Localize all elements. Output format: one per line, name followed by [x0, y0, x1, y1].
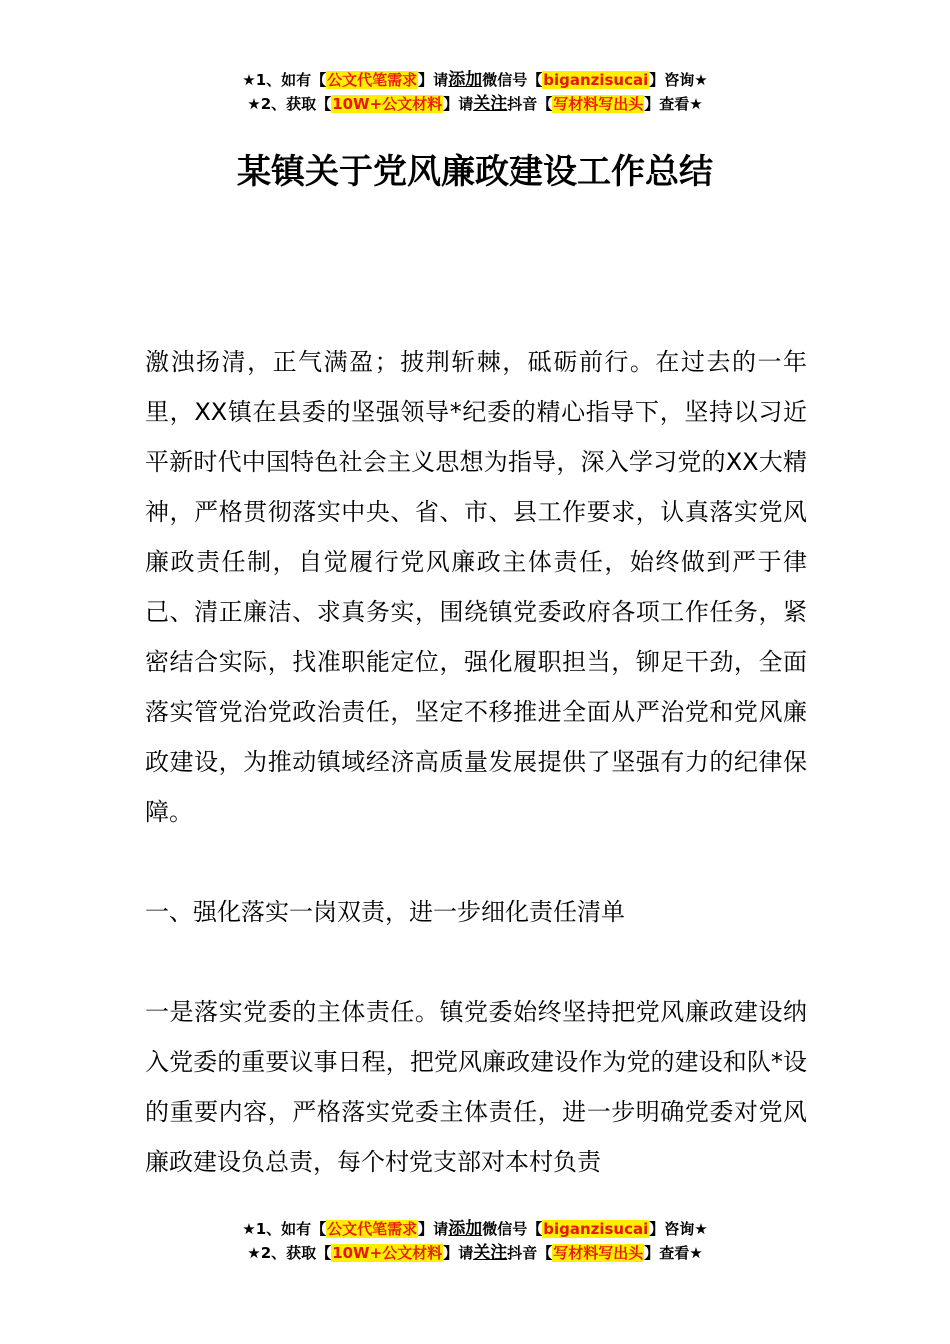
promo-line-2: ★2、获取【10W+公文材料】请关注抖音【写材料写出头】查看★	[247, 94, 703, 114]
promo-highlight: 公文代笔需求	[327, 71, 418, 89]
header-promo-banner	[0, 68, 950, 116]
footer-promo-banner	[0, 1217, 950, 1265]
promo-highlight: 10W+公文材料	[332, 1244, 443, 1262]
promo-wechat-id: biganzisucai	[543, 1220, 649, 1238]
document-title: 某镇关于党风廉政建设工作总结	[237, 152, 713, 192]
promo-emphasis: 关注	[473, 94, 508, 114]
promo-highlight: 10W+公文材料	[332, 95, 443, 113]
promo-emphasis: 添加	[448, 70, 483, 90]
promo-highlight: 公文代笔需求	[327, 1220, 418, 1238]
promo-douyin-id: 写材料写出头	[553, 1244, 644, 1262]
section-heading: 一、强化落实一岗双责，进一步细化责任清单	[145, 898, 625, 926]
intro-paragraph: 激浊扬清，正气满盈；披荆斩棘，砥砺前行。在过去的一年里，XX镇在县委的坚强领导*纪委的精心指导下，坚持以习近平新时代中国特色社会主义思想为指导，深入学习党的XX大精神，严格贯彻落实中央、省、市、县工作要求，认真落实党风廉政责任制，自觉履行党风廉政主体责任，始终做到严于律己、清正廉洁、求真务实，围绕镇党委政府各项工作任务，紧密结合实际，找准职能定位，强化履职担当，铆足干劲，全面落实管党治党政治责任，坚定不移推进全面从严治党和党风廉政建设，为推动镇域经济高质量发展提供了坚强有力的纪律保障。	[145, 348, 807, 826]
promo-emphasis: 关注	[473, 1243, 508, 1263]
promo-wechat-id: biganzisucai	[543, 71, 649, 89]
promo-emphasis: 添加	[448, 1219, 483, 1239]
promo-douyin-id: 写材料写出头	[553, 95, 644, 113]
promo-line-1: ★1、如有【公文代笔需求】请添加微信号【biganzisucai】咨询★	[242, 70, 708, 90]
body-paragraph: 一是落实党委的主体责任。镇党委始终坚持把党风廉政建设纳入党委的重要议事日程，把党风廉政建设作为党的建设和队*设的重要内容，严格落实党委主体责任，进一步明确党委对党风廉政建设负总责，每个村党支部对本村负责	[145, 998, 807, 1176]
promo-line-1: ★1、如有【公文代笔需求】请添加微信号【biganzisucai】咨询★	[242, 1219, 708, 1239]
promo-line-2: ★2、获取【10W+公文材料】请关注抖音【写材料写出头】查看★	[247, 1243, 703, 1263]
